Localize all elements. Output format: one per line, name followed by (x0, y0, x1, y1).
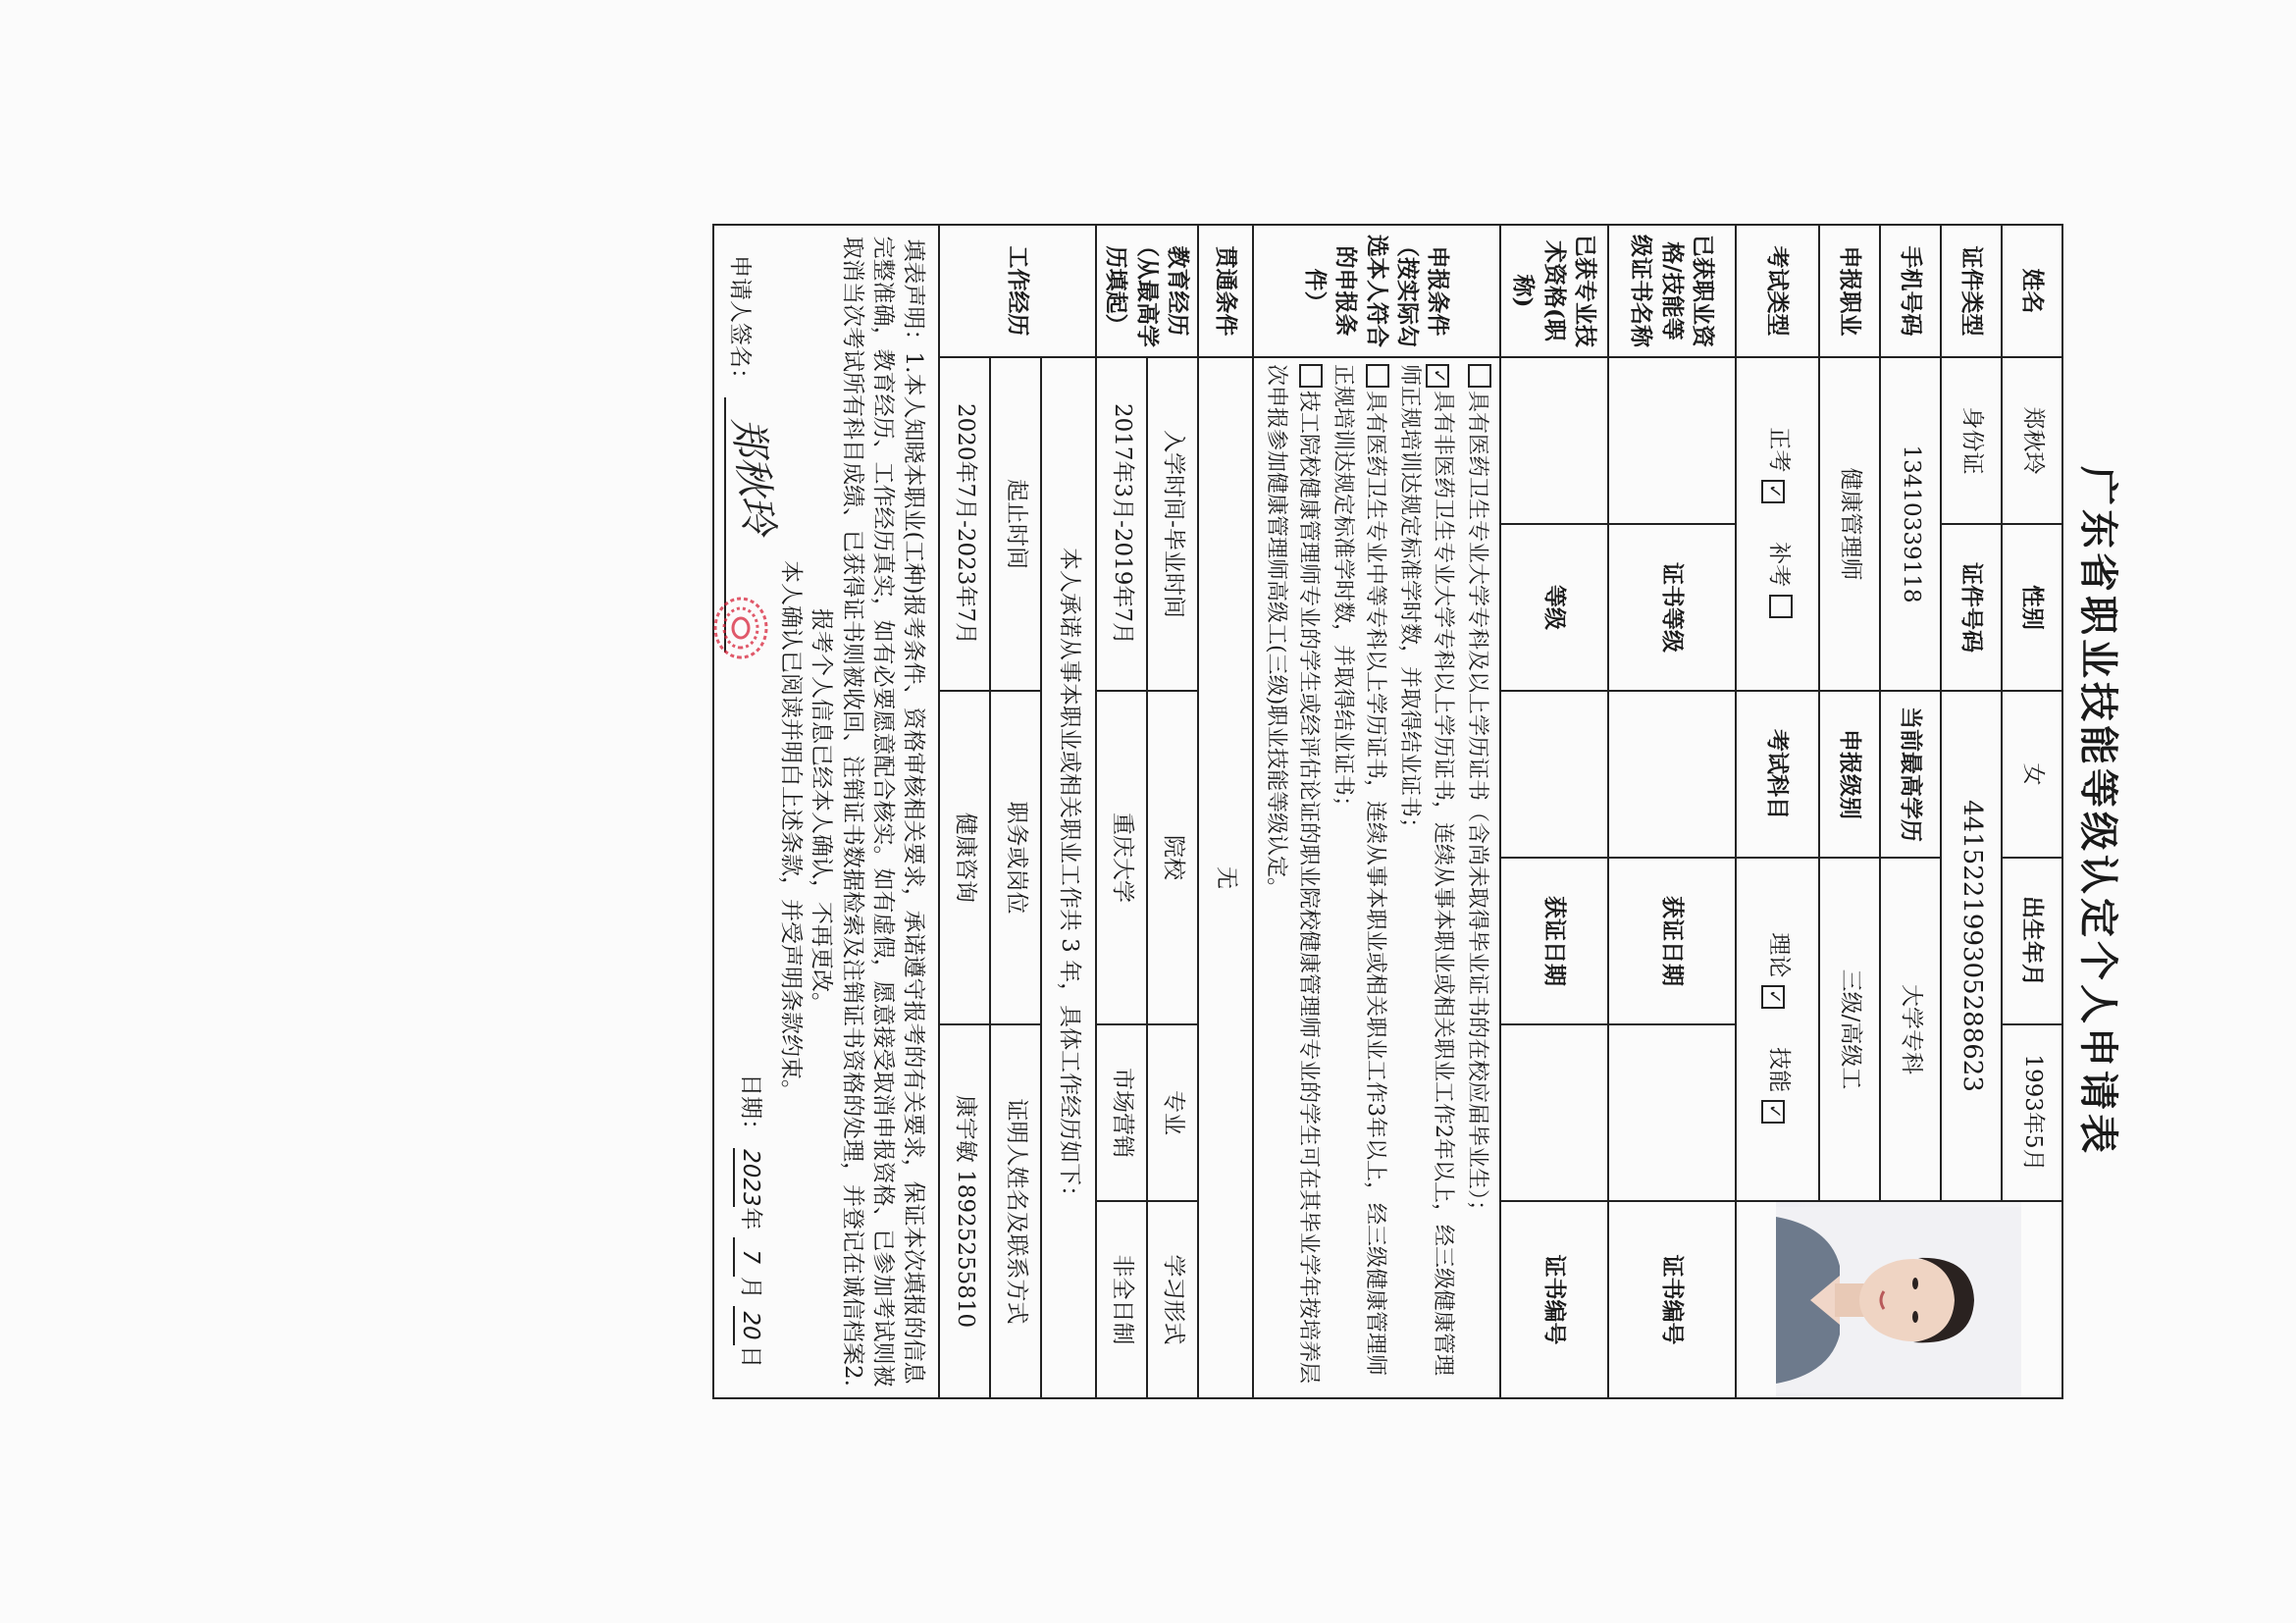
label-through: 贯通条件 (1198, 225, 1253, 357)
exam-subject-options (1736, 858, 1819, 1201)
signer-label: 申请人签名： (727, 255, 754, 391)
signature-row (724, 236, 782, 1387)
declaration-confirm: 本人确认已阅读并明白上述条款，并受声明条款约束。 (778, 560, 805, 1102)
application-table (712, 224, 2063, 1399)
condition-item: 具有医药卫生专业大学专科及以上学历证书（含尚未取得毕业证书的在校应届毕业生）； (1461, 364, 1493, 1391)
exam-subject-skill: 技能 (1766, 1047, 1792, 1093)
label-title-no: 证书编号 (1500, 1201, 1608, 1398)
exam-type-options (1736, 357, 1819, 691)
value-cert-grade (1608, 691, 1736, 858)
date-block: 日期： 2023年 7月 20日 (724, 1073, 765, 1368)
value-phone: 13410339118 (1880, 357, 1941, 691)
label-cert-date: 获证日期 (1608, 858, 1736, 1024)
work-witness: 康宇敏 18925255810 (939, 1024, 990, 1398)
condition-checkbox-3[interactable] (1366, 364, 1389, 388)
value-level: 三级/高级工 (1819, 858, 1880, 1201)
condition-checkbox-1[interactable] (1468, 364, 1491, 388)
date-month[interactable]: 7 (733, 1237, 765, 1277)
exam-type-regular-checkbox[interactable]: ✓ (1761, 480, 1785, 503)
exam-subject-theory-checkbox[interactable]: ✓ (1761, 985, 1785, 1009)
edu-period: 2017年3月-2019年7月 (1096, 357, 1147, 691)
date-label: 日期： (738, 1073, 764, 1142)
form-title: 广东省职业技能等级认定个人申请表 (2075, 466, 2121, 1157)
work-position: 健康咨询 (939, 691, 990, 1024)
work-row (939, 225, 990, 1398)
label-conditions: 申报条件（按实际勾选本人符合的申报条件） (1253, 225, 1500, 357)
condition-checkbox-4[interactable] (1299, 364, 1323, 388)
edu-row (1096, 225, 1147, 1398)
date-year[interactable]: 2023 (733, 1148, 765, 1207)
declaration (713, 225, 939, 1398)
value-cert-held (1608, 357, 1736, 524)
condition-checkbox-2[interactable]: ✓ (1426, 364, 1449, 388)
label-name: 姓名 (2002, 225, 2062, 357)
exam-type-makeup: 补考 (1766, 542, 1792, 588)
signature-field[interactable] (724, 397, 782, 653)
label-title-held: 已获专业技术资格(职称) (1500, 225, 1608, 357)
declaration-text: 填表声明：1.本人知晓本职业(工种)报考条件、资格审核相关要求，承诺遵守报考的有关要求，保证本次填报的信息完整准确，教育经历、工作经历真实，如有必要愿意配合核实。如有虚假，愿意接受取消申报资格、已参加考试则被取消当次考试所有科目成绩、已获得证书则被收回、注销证书数据检索及注销证书资格的处理，并登记在诚信档案2.报考个人信息已经本人确认，不再更改。 (809, 236, 926, 1387)
condition-item: 具有医药卫生专业中等专科以上学历证书，连续从事本职业或相关职业工作3年以上，经三级健康管理师正规培训达规定标准学时数，并取得结业证书； (1331, 364, 1387, 1377)
value-through: 无 (1198, 357, 1253, 1398)
label-level: 申报级别 (1819, 691, 1880, 858)
label-gender: 性别 (2002, 524, 2062, 691)
value-id-no: 441522199305288623 (1941, 691, 2002, 1201)
label-birth: 出生年月 (2002, 858, 2062, 1024)
value-title-grade (1500, 691, 1608, 858)
edu-col-period: 入学时间-毕业时间 (1147, 357, 1198, 691)
handwritten-signature: 郑秋玲 (724, 415, 782, 538)
edu-col-form: 学习形式 (1147, 1201, 1198, 1398)
edu-col-major: 专业 (1147, 1024, 1198, 1201)
applicant-photo (1777, 1202, 2022, 1397)
conditions-list (1253, 357, 1500, 1398)
work-period: 2020年7月-2023年7月 (939, 357, 990, 691)
edu-col-school: 院校 (1147, 691, 1198, 1024)
label-title-grade: 等级 (1500, 524, 1608, 691)
label-education: 当前最高学历 (1880, 691, 1941, 858)
value-education: 大学专科 (1880, 858, 1941, 1201)
value-birth: 1993年5月 (2002, 1024, 2062, 1201)
exam-type-makeup-checkbox[interactable] (1769, 595, 1793, 618)
value-title-date (1500, 1024, 1608, 1201)
label-cert-grade: 证书等级 (1608, 524, 1736, 691)
label-cert-no: 证书编号 (1608, 1201, 1736, 1398)
label-cert-held: 已获职业资格/技能等级证书名称 (1608, 225, 1736, 357)
signature-block (724, 255, 782, 653)
value-title-held (1500, 357, 1608, 524)
value-gender: 女 (2002, 691, 2062, 858)
label-id-no: 证件号码 (1941, 524, 2002, 691)
fingerprint-stamp (706, 594, 775, 662)
condition-item: ✓具有非医药卫生专业大学专科以上学历证书，连续从事本职业或相关职业工作2年以上，经三级健康管理师正规培训达规定标准学时数，并取得结业证书； (1397, 364, 1455, 1377)
work-col-position: 职务或岗位 (990, 691, 1041, 1024)
label-id-type: 证件类型 (1941, 225, 2002, 357)
label-title-date: 获证日期 (1500, 858, 1608, 1024)
value-id-type: 身份证 (1941, 357, 2002, 524)
value-name: 郑秋玲 (2002, 357, 2062, 524)
work-col-period: 起止时间 (990, 357, 1041, 691)
value-cert-date (1608, 1024, 1736, 1201)
exam-subject-theory: 理论 (1766, 932, 1792, 978)
label-occupation: 申报职业 (1819, 225, 1880, 357)
label-exam-type: 考试类型 (1736, 225, 1819, 357)
label-work-history: 工作经历 (939, 225, 1096, 357)
date-day[interactable]: 20 (733, 1306, 765, 1345)
work-intro: 本人承诺从事本职业或相关职业工作共 3 年，具体工作经历如下： (1041, 357, 1096, 1398)
label-exam-subject: 考试科目 (1736, 691, 1819, 858)
edu-major: 市场营销 (1096, 1024, 1147, 1201)
exam-type-regular: 正考 (1766, 427, 1792, 473)
condition-item: 技工院校健康管理师专业的学生或经评估论证的职业院校健康管理师专业的学生可在其毕业学年按培养层次申报参加健康管理师高级工(三级)职业技能等级认定。 (1264, 364, 1321, 1385)
label-phone: 手机号码 (1880, 225, 1941, 357)
value-occupation: 健康管理师 (1819, 357, 1880, 691)
edu-school: 重庆大学 (1096, 691, 1147, 1024)
label-edu-history: 教育经历（从最高学历填起） (1096, 225, 1198, 357)
edu-form: 非全日制 (1096, 1201, 1147, 1398)
photo-cell (1736, 1201, 2062, 1398)
work-col-witness: 证明人姓名及联系方式 (990, 1024, 1041, 1398)
exam-subject-skill-checkbox[interactable]: ✓ (1761, 1100, 1785, 1124)
